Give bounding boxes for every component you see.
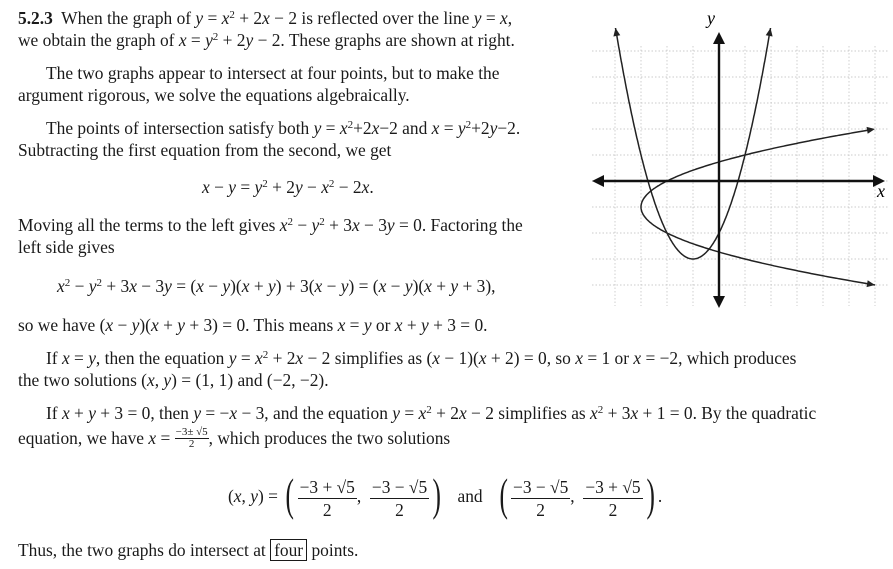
- equation-2: $x^2 - y^2 + 3x - 3y = (x - y)(x + y) + 3(x - y) = (x - y)(x + y + 3)$,: [57, 276, 496, 296]
- para2-line2: argument rigorous, we solve the equations algebraically.: [18, 85, 410, 105]
- curve1-arrow-left: [613, 28, 620, 36]
- para1-line2: we obtain the graph of $x = y^2 + 2y - 2$. These graphs are shown at right.: [18, 30, 515, 50]
- fraction-3: $\frac{-3 - √5}{2}$: [513, 476, 569, 520]
- para3-line1: The points of intersection satisfy both $y = x^2+2x-2$ and $x = y^2+2y-2$.: [46, 118, 521, 138]
- y-axis-label: y: [707, 8, 715, 28]
- para5: so we have (x − y)(x + y + 3) = 0. This means x = y or x + y + 3 = 0.: [18, 315, 488, 335]
- para6-line2: the two solutions (x, y) = (1, 1) and (−2, −2).: [18, 370, 329, 390]
- para4-line2: left side gives: [18, 237, 115, 257]
- curve1-arrow-right: [766, 28, 773, 36]
- fraction-2: $\frac{-3 - √5}{2}$: [371, 476, 428, 520]
- para3-line2: Subtracting the first equation from the second, we get: [18, 140, 392, 160]
- fraction-1: $\frac{-3 + √5}{2}$: [299, 476, 355, 520]
- para1-line1: 5.2.3 When the graph of $y = x^2 + 2x - 2$ is reflected over the line y = x,: [18, 8, 513, 28]
- and-word: and: [457, 486, 483, 506]
- curve2-arrow-top: [867, 127, 875, 134]
- conclusion: Thus, the two graphs do intersect at four points.: [18, 540, 359, 560]
- parabola-curve: [599, 8, 789, 259]
- boxed-answer: four: [270, 539, 307, 561]
- fraction-4: $\frac{-3 + √5}{2}$: [585, 476, 641, 520]
- para6-line1: If x = y, then the equation $y = x^2 + 2x - 2$ simplifies as (x − 1)(x + 2) = 0, so x = 1 or x = −2, which produces: [46, 348, 797, 368]
- y-axis-arrow-up: [713, 32, 725, 44]
- inline-fraction: $\frac{-3\pm √5}{2}$: [175, 425, 208, 450]
- para7-line2: equation, we have x = $\frac{-3\pm √5}{2}$ , which produces the two solutions: [18, 425, 451, 450]
- equation-1: $x - y = y^2 + 2y - x^2 - 2x$.: [202, 177, 374, 197]
- x-axis-arrow-left: [592, 175, 604, 187]
- para7-line1: If x + y + 3 = 0, then y = −x − 3, and the equation $y = x^2 + 2x - 2$ simplifies as $x^2 + 3x + 1 = 0$. By the quadratic: [46, 403, 817, 423]
- y-axis-arrow-down: [713, 296, 725, 308]
- curve2-arrow-bottom: [867, 280, 875, 287]
- para4-line1: Moving all the terms to the left gives $x^2 - y^2 + 3x - 3y = 0$. Factoring the: [18, 215, 523, 235]
- problem-number: 5.2.3: [18, 8, 53, 28]
- equation-3: (x, y) = ( $\frac{-3 + √5}{2}$ , $\frac{-3 - √5}{2}$ ) and ( $\frac{-3 - √5}{2}$ , $\frac{-3 + √5}{2}$ ) .: [228, 469, 663, 520]
- axes: [592, 28, 885, 308]
- para2-line1: The two graphs appear to intersect at four points, but to make the: [46, 63, 500, 83]
- x-axis-label: x: [877, 181, 885, 201]
- graph-figure: [590, 8, 890, 313]
